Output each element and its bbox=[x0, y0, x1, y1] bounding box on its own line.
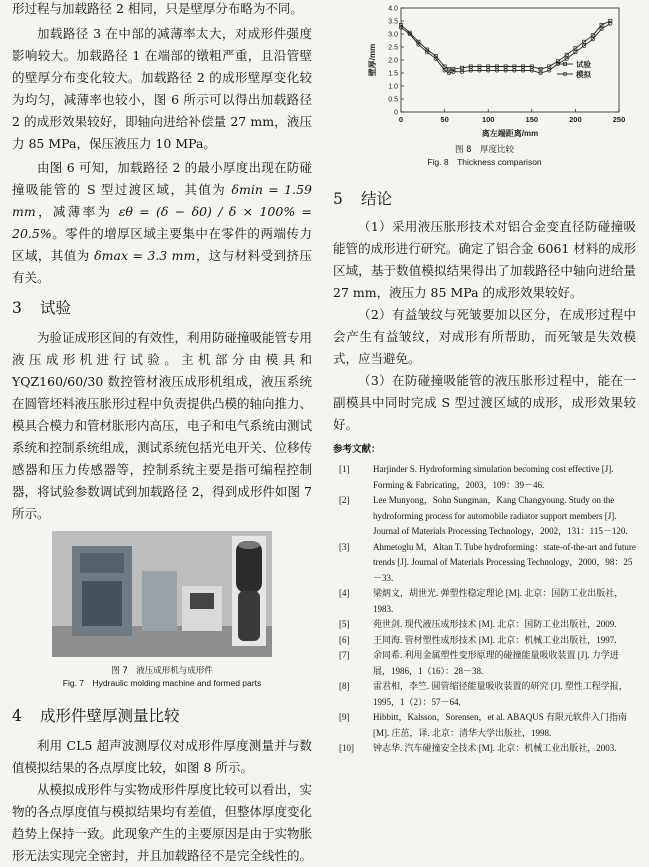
paragraph-comparison-analysis: 从模拟成形件与实物成形件厚度比较可以看出，实物的各点厚度值与模拟结果均有差值，但整体厚度变化趋势上保持一致。此现象产生的主要原因是由于实物胀形无法实现完全密封，并且加载路径不是完全线性的。 bbox=[12, 782, 313, 863]
reference-text: 钟志华. 汽车碰撞安全技术 [M]. 北京：机械工业出版社，2003. bbox=[373, 743, 617, 753]
reference-item bbox=[333, 648, 636, 679]
reference-item bbox=[333, 679, 636, 710]
reference-text: Hibbitt，Kalsson，Sorensen，et al. ABAQUS 有限元软件入门指南 [M]. 庄茁，译. 北京：清华大学出版社，1998. bbox=[373, 712, 627, 738]
paragraph-continuation: 形过程与加载路径 2 相同，只是壁厚分布略为不同。 bbox=[12, 1, 303, 16]
reference-number: [4] bbox=[339, 588, 350, 598]
reference-text: 梁炳文，胡世光. 弹塑性稳定理论 [M]. 北京：国防工业出版社，1983. bbox=[373, 588, 624, 614]
reference-text: 苑世剑. 现代液压成形技术 [M]. 北京：国防工业出版社，2009. bbox=[373, 619, 617, 629]
reference-text: 王同海. 管材塑性成形技术 [M]. 北京：机械工业出版社，1997. bbox=[373, 634, 617, 645]
paragraph-measurement: 利用 CL5 超声波测厚仪对成形件厚度测量并与数值模拟结果的各点厚度比较，如图 8 所示。 bbox=[12, 738, 312, 775]
figure-7-caption-en: Fig. 7 Hydraulic molding machine and formed parts bbox=[62, 678, 262, 688]
legend-label: 试验 bbox=[576, 60, 591, 69]
reference-text: Ahmetoglu M，Altan T. Tube hydroforming：state-of-the-art and future trends [J]. Journal of Materials Processing Technology，2000，98：25－33. bbox=[373, 541, 636, 583]
y-tick-label: 3.5 bbox=[388, 18, 398, 26]
conclusion-1: （1）采用液压胀形技术对铝合金变直径防碰撞吸能管的成形进行研究。确定了铝合金 6061 材料的成形区域，基于数值模拟结果得出了加载路径中轴向进给量 27 mm，液压力 85 MPa 的成形效果较好。 bbox=[333, 219, 636, 300]
reference-number: [5] bbox=[339, 619, 350, 629]
y-tick-label: 2.0 bbox=[388, 57, 398, 65]
formula-max-thickness: δmax = 3.3 mm bbox=[94, 248, 196, 263]
section-number: 4 bbox=[12, 707, 22, 725]
formula-min-thickness: δmin = 1.59 mm bbox=[12, 182, 313, 219]
x-tick-label: 250 bbox=[612, 115, 626, 124]
reference-number: [6] bbox=[339, 634, 350, 645]
text-segment: ，这与材料受到挤压有关。 bbox=[12, 248, 312, 285]
legend-label: 模拟 bbox=[576, 70, 591, 79]
left-column bbox=[12, 0, 312, 867]
thickness-chart-svg bbox=[361, 0, 631, 142]
section-title: 结论 bbox=[361, 190, 393, 208]
y-tick-label: 4.0 bbox=[388, 5, 398, 13]
paragraph-thickness-result bbox=[12, 157, 312, 289]
section-heading-4 bbox=[12, 705, 312, 727]
x-axis-label: 离左端距离/mm bbox=[481, 129, 539, 138]
reference-number: [2] bbox=[339, 495, 350, 505]
x-tick-label: 100 bbox=[481, 115, 495, 124]
section-number: 3 bbox=[12, 299, 22, 317]
reference-text: Lee Munyong，Sohn Sungman，Kang Changyoung. Study on the hydroforming process for automobile radiator support members [J]. Journal of Materials Processing Technology，2002，131：115－120. bbox=[373, 495, 628, 536]
x-tick-label: 50 bbox=[440, 115, 449, 124]
figure-7-photo bbox=[52, 531, 272, 657]
right-column bbox=[333, 0, 636, 757]
y-tick-label: 1.0 bbox=[388, 83, 398, 91]
references-heading: 参考文献： bbox=[333, 444, 381, 455]
figure-8-chart bbox=[361, 0, 631, 142]
x-tick-label: 0 bbox=[398, 115, 404, 124]
machine-photo-illustration bbox=[52, 531, 272, 657]
reference-item bbox=[333, 540, 636, 587]
y-tick-label: 2.5 bbox=[388, 44, 398, 52]
reference-item bbox=[333, 586, 636, 617]
reference-item bbox=[333, 741, 636, 757]
figure-8-caption-cn: 图 8 厚度比较 bbox=[454, 145, 515, 155]
reference-item bbox=[333, 710, 636, 741]
x-tick-label: 150 bbox=[525, 115, 539, 124]
x-tick-label: 200 bbox=[569, 115, 582, 124]
text-segment: 。零件的增厚区域主要集中在零件的两端传力区域，其值为 bbox=[12, 226, 312, 263]
reference-number: [8] bbox=[339, 681, 350, 691]
paragraph-experiment: 为验证成形区间的有效性，利用防碰撞吸能管专用液压成形机进行试验。主机部分由模具和 YQZ160/60/30 数控管材液压成形机组成，液压系统在圆管坯料液压胀形过程中负责提供凸模的轴向推力、模具合模力和管材胀形内高压，电子和电气系统由测试系统和控制系统组成，测试系统包括光电开关、位移传感器和压力传感器等，控制系统主要是指可编程控制器，将试验参数调试到加载路径 2，得到成形件如图 7 所示。 bbox=[12, 330, 313, 521]
reference-number: [1] bbox=[339, 464, 350, 474]
reference-item bbox=[333, 462, 636, 493]
reference-number: [7] bbox=[339, 650, 350, 660]
figure-7-caption-cn: 图 7 液压成形机与成形件 bbox=[111, 666, 213, 676]
y-tick-label: 3.0 bbox=[388, 31, 398, 39]
text-segment: 由图 6 可知，加载路径 2 的最小厚度出现在防碰撞吸能管的 S 型过渡区域，其值为 bbox=[12, 160, 312, 197]
paragraph-load-path-comparison: 加载路径 3 在中部的减薄率太大，对成形件强度影响较大。加载路径 1 在端部的镦粗严重，且沿管壁的壁厚分布变化较大。加载路径 2 的成形壁厚变化较为均匀，减薄率也较小，图 6 所示可以得出加载路径 2 的成形效果较好，即轴向进给补偿量 27 mm，液压力 85 MPa，保压液压力 10 MPa。 bbox=[12, 26, 312, 151]
reference-item bbox=[333, 633, 636, 649]
section-number: 5 bbox=[333, 190, 343, 208]
y-tick-label: 0 bbox=[394, 109, 398, 117]
conclusion-3: （3）在防碰撞吸能管的液压胀形过程中，能在一副模具中同时完成 S 型过渡区域的成形，成形效果较好。 bbox=[333, 373, 636, 432]
formula-thinning-rate: εθ = (δ − δ0) / δ × 100% = 20.5% bbox=[12, 204, 312, 241]
reference-text: Harjinder S. Hydroforming simulation becoming cost effective [J]. Forming & Fabricating，2003，109：39－46. bbox=[373, 464, 614, 490]
y-axis-label: 壁厚/mm bbox=[368, 43, 377, 77]
references-list bbox=[333, 462, 636, 757]
text-segment: ，减薄率为 bbox=[35, 204, 119, 219]
section-title: 试验 bbox=[40, 299, 72, 317]
y-tick-label: 0.5 bbox=[388, 96, 398, 104]
reference-number: [3] bbox=[339, 541, 350, 552]
section-heading-5 bbox=[333, 188, 636, 210]
reference-item bbox=[333, 493, 636, 540]
reference-item bbox=[333, 617, 636, 633]
section-heading-3 bbox=[12, 297, 312, 319]
reference-text: 雷君相，李竺. 圆管缩径能量吸收装置的研究 [J]. 塑性工程学报，1995，1（2）：57－64. bbox=[373, 681, 628, 707]
conclusion-2: （2）有益皱纹与死皱要加以区分，在成形过程中会产生有益皱纹，对成形有所帮助，而死皱是失效模式，应当避免。 bbox=[333, 307, 636, 366]
y-tick-label: 1.5 bbox=[388, 70, 398, 78]
reference-number: [9] bbox=[339, 712, 350, 722]
reference-number: [10] bbox=[339, 743, 354, 753]
section-title: 成形件壁厚测量比较 bbox=[40, 707, 180, 725]
reference-text: 余同希. 利用金属塑性变形原理的碰撞能量吸收装置 [J]. 力学进展，1986，1（16）：28－38. bbox=[373, 650, 619, 676]
figure-8-caption-en: Fig. 8 Thickness comparison bbox=[427, 157, 542, 167]
